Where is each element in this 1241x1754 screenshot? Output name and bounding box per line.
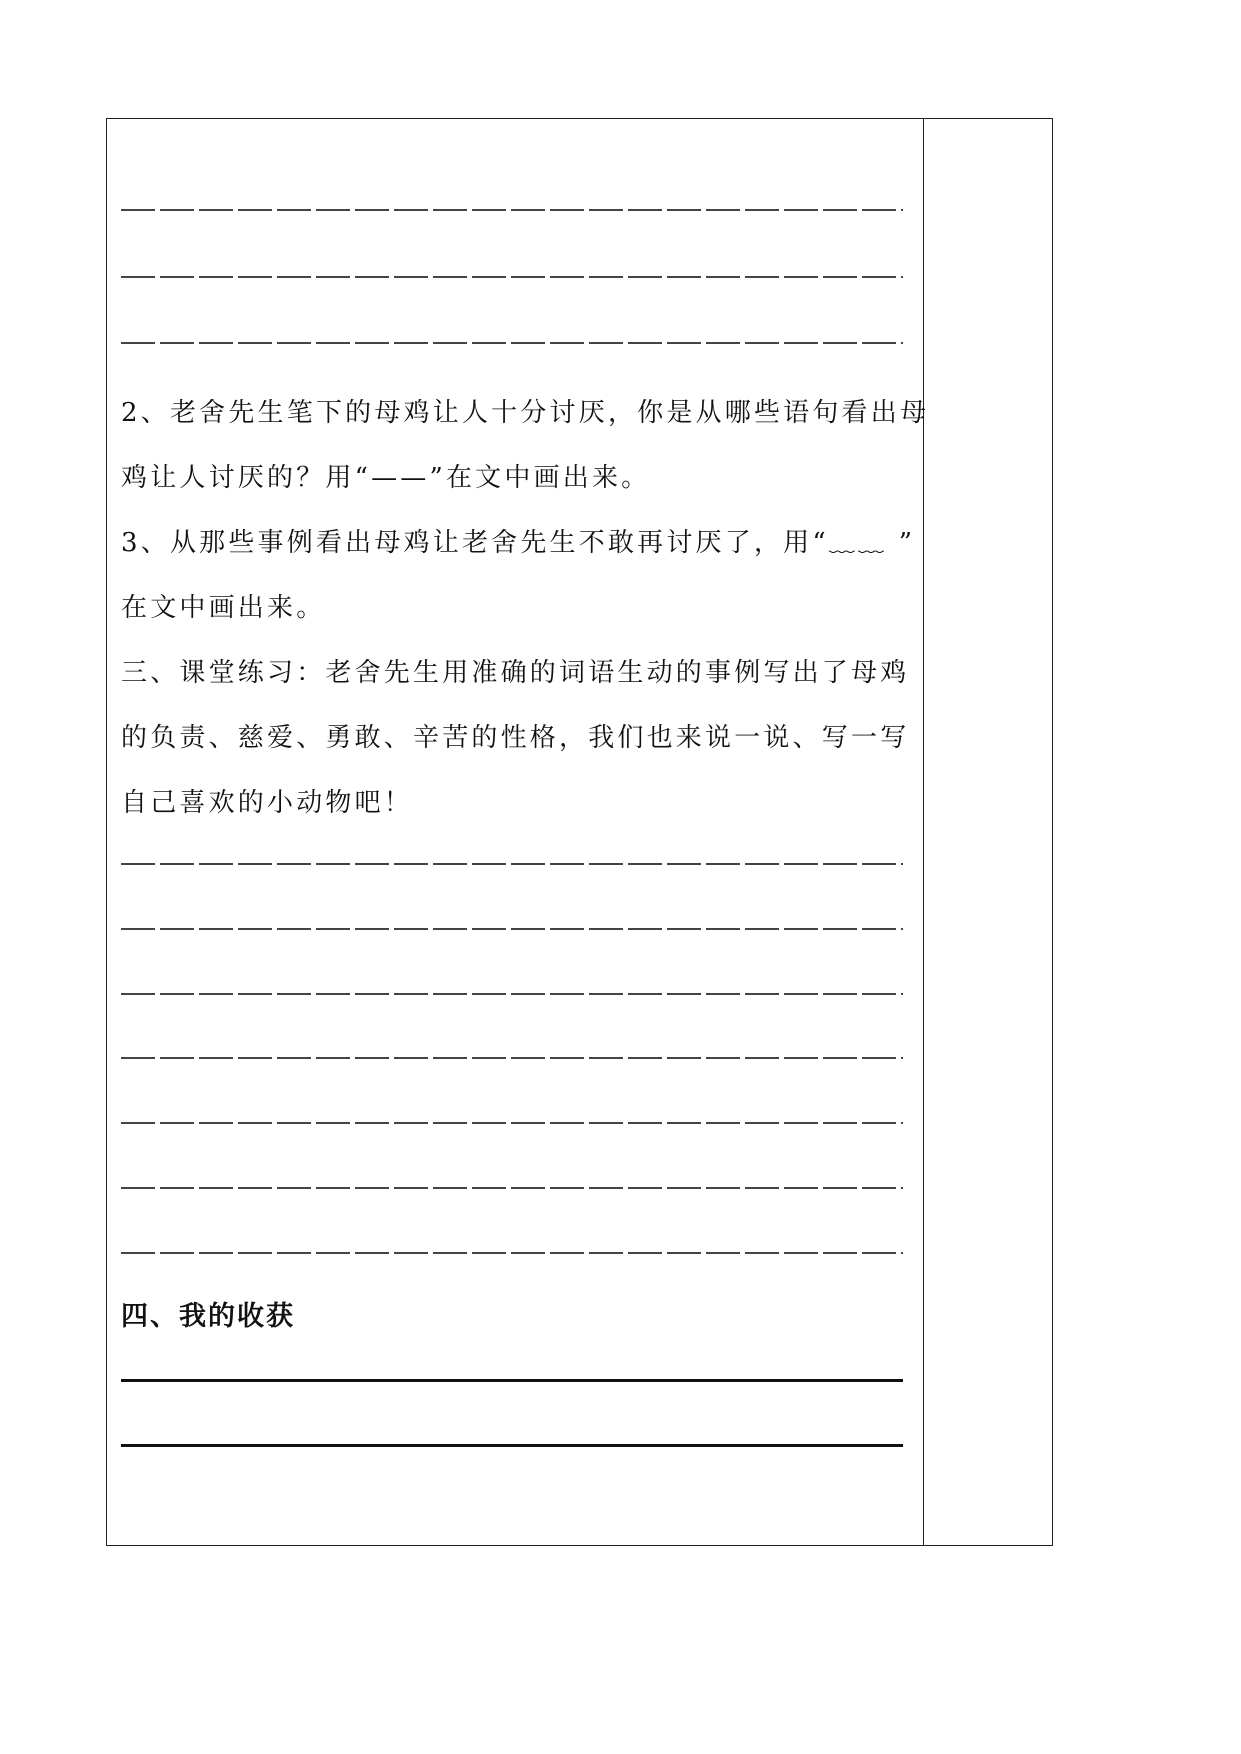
answer-line (121, 342, 903, 344)
answer-line (121, 1122, 903, 1124)
practice-line-1: 三、课堂练习：老舍先生用准确的词语生动的事例写出了母鸡 (121, 658, 910, 688)
harvest-heading: 四、我的收获 (121, 1301, 295, 1332)
answer-line (121, 863, 903, 865)
question-3-line-1: 3、从那些事例看出母鸡让老舍先生不敢再讨厌了，用“﹏﹏ ” (121, 528, 916, 558)
answer-line (121, 1187, 903, 1189)
worksheet-table (106, 118, 1053, 1546)
harvest-answer-line (121, 1379, 903, 1382)
main-content-cell (121, 119, 930, 1545)
answer-line (121, 1057, 903, 1059)
question-2-line-1: 2、老舍先生笔下的母鸡让人十分讨厌，你是从哪些语句看出母 (121, 398, 930, 428)
practice-line-2: 的负责、慈爱、勇敢、辛苦的性格，我们也来说一说、写一写 (121, 723, 910, 753)
answer-line (121, 276, 903, 278)
practice-line-3: 自己喜欢的小动物吧！ (121, 788, 414, 818)
answer-line (121, 1252, 903, 1254)
question-2-line-2: 鸡让人讨厌的？用“——”在文中画出来。 (121, 463, 651, 493)
answer-line (121, 993, 903, 995)
question-3-line-2: 在文中画出来。 (121, 593, 326, 623)
harvest-answer-line (121, 1444, 903, 1447)
answer-line (121, 928, 903, 930)
column-divider (923, 119, 924, 1545)
answer-line (121, 209, 903, 211)
